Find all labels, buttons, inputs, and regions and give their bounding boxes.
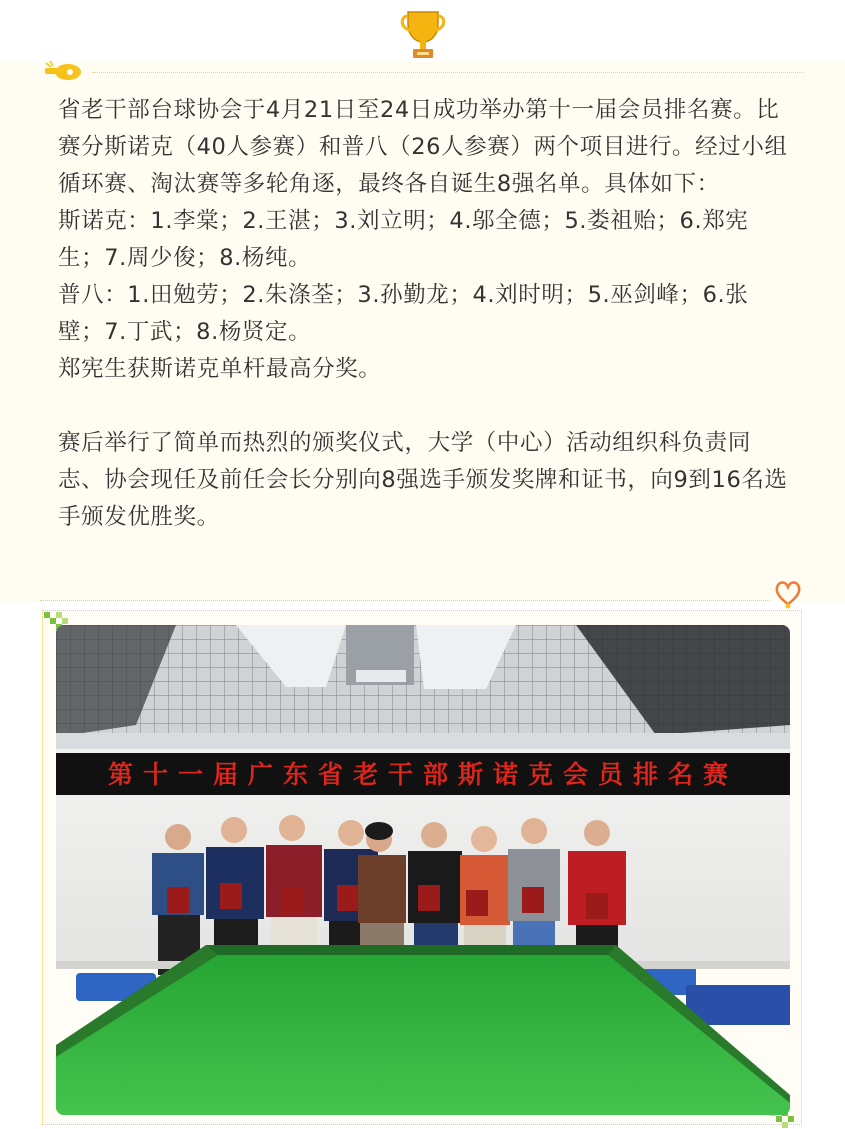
ceremony-paragraph: 赛后举行了简单而热烈的颁奖仪式，大学（中心）活动组织科负责同志、协会现任及前任会长分别向8强选手颁发奖牌和证书，向9到16名选手颁发优胜奖。 (58, 430, 788, 530)
award-ceremony-photo (56, 625, 790, 1115)
article-text (58, 92, 788, 536)
banner-text: 第十一届广东省老干部斯诺克会员排名赛 (107, 760, 739, 789)
whistle-icon (42, 60, 84, 82)
snooker-ranking: 斯诺克：1.李棠；2.王湛；3.刘立明；4.邬全德；5.娄祖贻；6.郑宪生；7.周少俊；8.杨纯。 (58, 208, 749, 271)
pool-ranking: 普八：1.田勉劳；2.朱涤荃；3.孙勤龙；4.刘时明；5.巫剑峰；6.张壁；7.丁武；8.杨贤定。 (58, 282, 749, 345)
article-intro: 省老干部台球协会于4月21日至24日成功举办第十一届会员排名赛。比赛分斯诺克（40人参赛）和普八（26人参赛）两个项目进行。经过小组循环赛、淘汰赛等多轮角逐，最终各自诞生8强名单。具体如下： (58, 97, 788, 197)
heart-icon (773, 578, 803, 610)
high-break-award: 郑宪生获斯诺克单杆最高分奖。 (58, 356, 382, 382)
trophy-icon (398, 6, 448, 62)
bottom-divider (40, 600, 770, 601)
top-divider (92, 72, 804, 73)
